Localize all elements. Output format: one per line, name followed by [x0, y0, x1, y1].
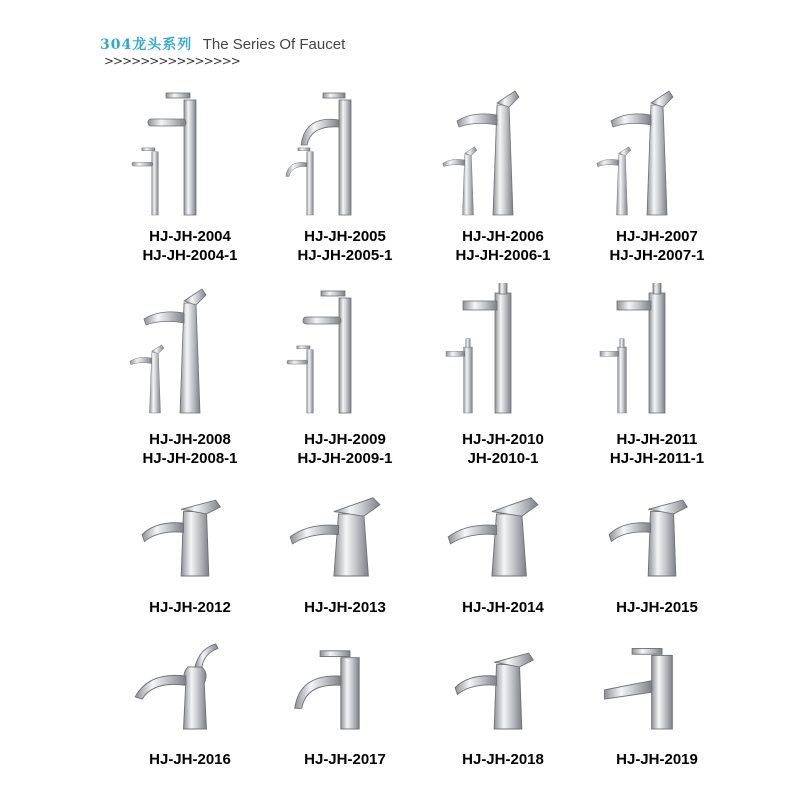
product-code: HJ-JH-2014	[462, 599, 544, 616]
series-title-cn: 304龙头系列	[100, 37, 193, 53]
product-code: HJ-JH-2008-1	[142, 450, 238, 467]
product-code: HJ-JH-2004	[149, 228, 231, 245]
faucet-image	[562, 85, 752, 223]
faucet-illustration	[562, 487, 752, 582]
faucet-image	[562, 487, 752, 582]
product-codes	[562, 227, 752, 265]
product-code: HJ-JH-2019	[616, 751, 698, 768]
series-title-en: The Series Of Faucet	[202, 36, 346, 53]
series-header	[100, 34, 345, 54]
faucet-image	[562, 640, 752, 735]
product-code: HJ-JH-2006-1	[455, 247, 551, 264]
product-codes	[562, 750, 752, 769]
product-code: HJ-JH-2018	[462, 751, 544, 768]
product-code: HJ-JH-2004-1	[142, 247, 238, 264]
product-code: HJ-JH-2005-1	[297, 247, 393, 264]
faucet-illustration	[562, 283, 752, 421]
product-code: HJ-JH-2012	[149, 599, 231, 616]
faucet-illustration	[562, 85, 752, 223]
product-code: HJ-JH-2005	[304, 228, 386, 245]
product-code: HJ-JH-2011	[616, 431, 698, 448]
product-codes	[562, 598, 752, 617]
product-code: HJ-JH-2009	[304, 431, 386, 448]
product-code: HJ-JH-2008	[149, 431, 231, 448]
product-code: HJ-JH-2006	[462, 228, 544, 245]
product-code: HJ-JH-2007	[616, 228, 698, 245]
faucet-illustration	[562, 640, 752, 735]
faucet-image	[562, 283, 752, 421]
product-codes	[562, 430, 752, 468]
product-code: HJ-JH-2016	[149, 751, 231, 768]
product-code: HJ-JH-2015	[616, 599, 698, 616]
product-code: HJ-JH-2010	[462, 431, 544, 448]
product-code: HJ-JH-2009-1	[297, 450, 393, 467]
product-code: HJ-JH-2013	[304, 599, 386, 616]
header-arrows: >>>>>>>>>>>>>>>	[104, 54, 240, 68]
product-code: HJ-JH-2007-1	[609, 247, 705, 264]
product-code: JH-2010-1	[467, 450, 539, 467]
product-code: HJ-JH-2017	[304, 751, 386, 768]
product-code: HJ-JH-2011-1	[609, 450, 705, 467]
